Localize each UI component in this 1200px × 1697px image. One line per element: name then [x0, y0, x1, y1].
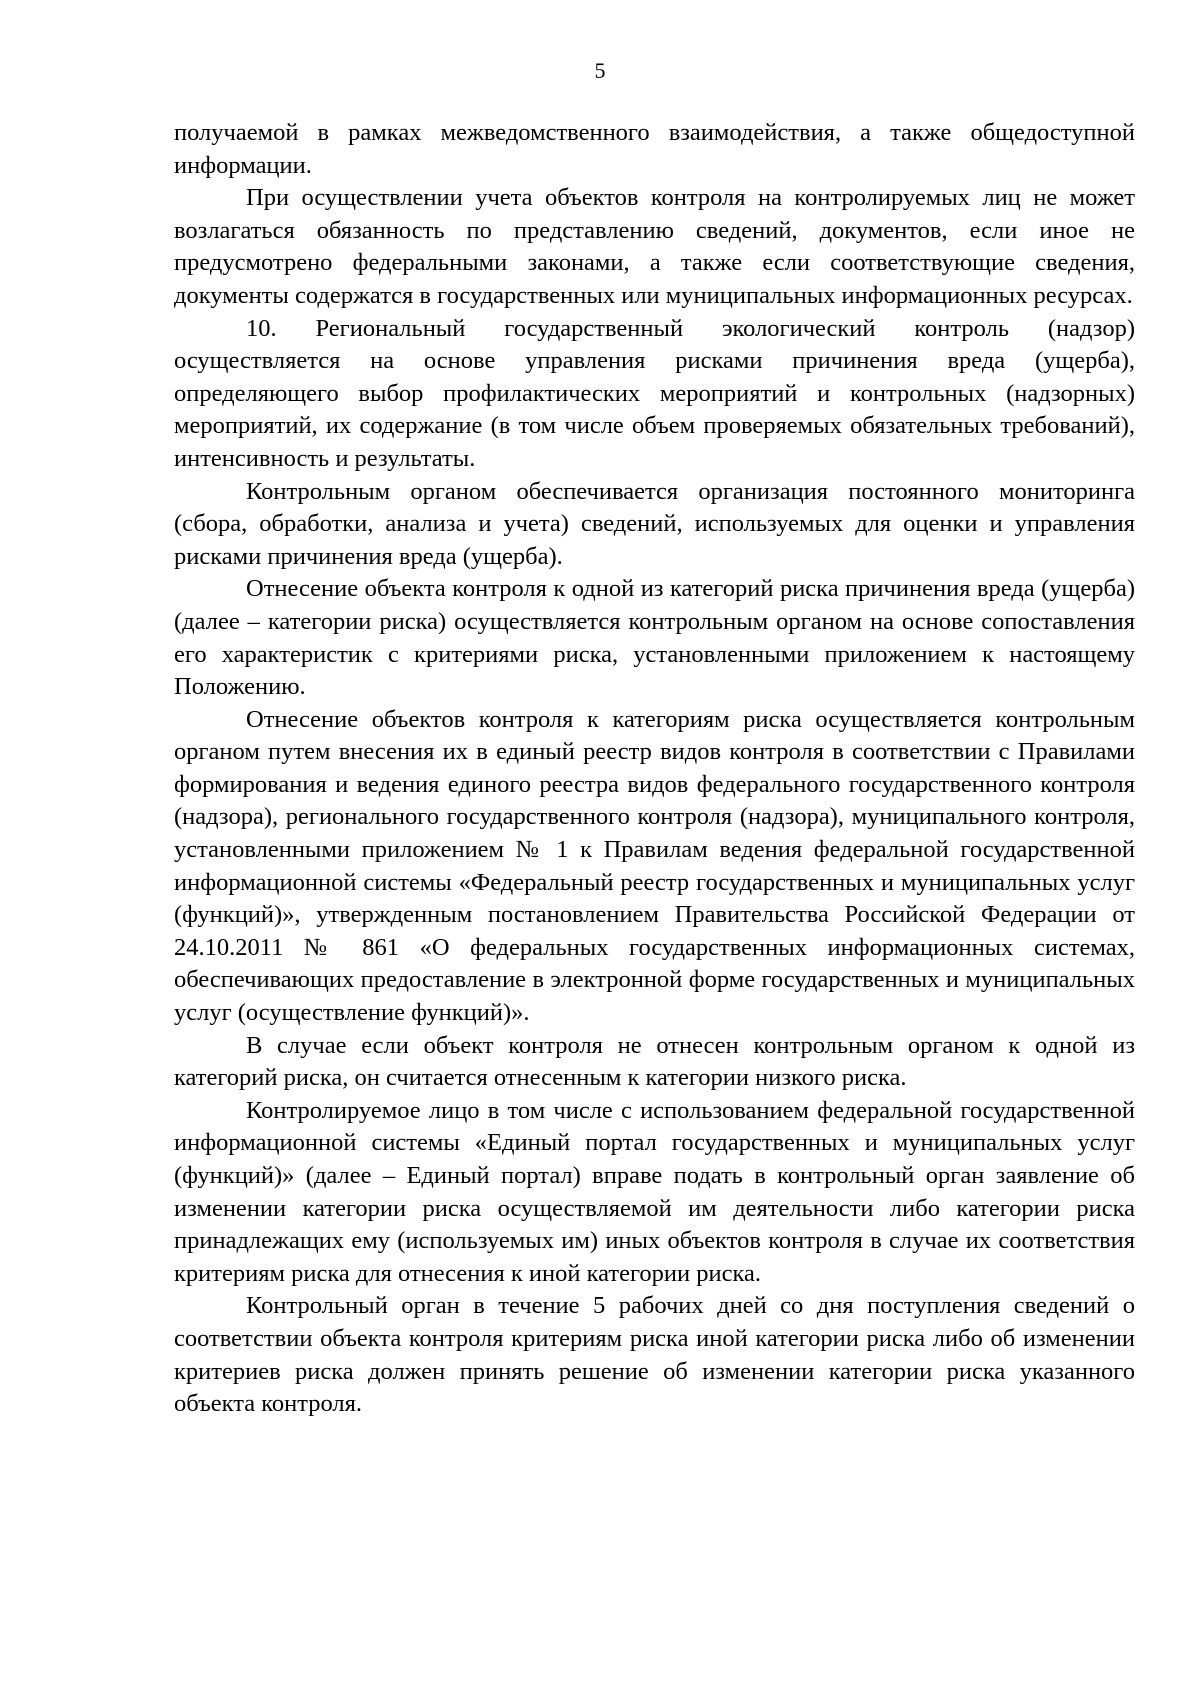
paragraph-registry-entry: Отнесение объектов контроля к категориям риска осуществляется контрольным органом путем внесения их в единый реестр видов контроля в соответствии с Правилами формирования и ведения единого реестра видов федерального государственного контроля (надзора), регионального государственного контроля (надзора), муниципального контроля, установленными приложением № 1 к Правилам ведения федеральной государственной информационной системы «Федеральный реестр государственных и муниципальных услуг (функций)», утвержденным постановлением Правительства Российской Федерации от 24.10.2011 № 861 «О федеральных государственных информационных системах, обеспечивающих предоставление в электронной форме государственных и муниципальных услуг (осуществление функций)». [174, 705, 1135, 1027]
paragraph-registration-obligations: При осуществлении учета объектов контроля на контролируемых лиц не может возлагаться обязанность по представлению сведений, документов, если иное не предусмотрено федеральными законами, а также если соответствующие сведения, документы содержатся в государственных или муниципальных информационных ресурсах. [174, 184, 1135, 309]
paragraph-continuation: получаемой в рамках межведомственного взаимодействия, а также общедоступной информации. [174, 119, 1135, 179]
paragraph-risk-category-assignment: Отнесение объекта контроля к одной из категорий риска причинения вреда (ущерба) (далее – категории риска) осуществляется контрольным органом на основе сопоставления его характеристик с критериями риска, установленными приложением к настоящему Положению. [174, 575, 1135, 701]
paragraph-monitoring: Контрольным органом обеспечивается организация постоянного мониторинга (сбора, обработки, анализа и учета) сведений, используемых для оценки и управления рисками причинения вреда (ущерба). [174, 477, 1135, 570]
paragraph-decision-deadline: Контрольный орган в течение 5 рабочих дней со дня поступления сведений о соответствии объекта контроля критериям риска иной категории риска либо об изменении критериев риска должен принять решение об изменении категории риска указанного объекта контроля. [174, 1292, 1135, 1418]
document-body [174, 117, 1135, 1421]
paragraph-item-10-risk-management: 10. Региональный государственный экологический контроль (надзор) осуществляется на основе управления рисками причинения вреда (ущерба), определяющего выбор профилактических мероприятий и контрольных (надзорных) мероприятий, их содержание (в том числе объем проверяемых обязательных требований), интенсивность и результаты. [174, 314, 1135, 472]
page-number: 5 [594, 58, 606, 83]
paragraph-change-request: Контролируемое лицо в том числе с использованием федеральной государственной информационной системы «Единый портал государственных и муниципальных услуг (функций)» (далее – Единый портал) вправе подать в контрольный орган заявление об изменении категории риска осуществляемой им деятельности либо категории риска принадлежащих ему (используемых им) иных объектов контроля в случае их соответствия критериям риска для отнесения к иной категории риска. [174, 1096, 1135, 1287]
paragraph-low-risk-default: В случае если объект контроля не отнесен контрольным органом к одной из категорий риска, он считается отнесенным к категории низкого риска. [174, 1031, 1135, 1092]
